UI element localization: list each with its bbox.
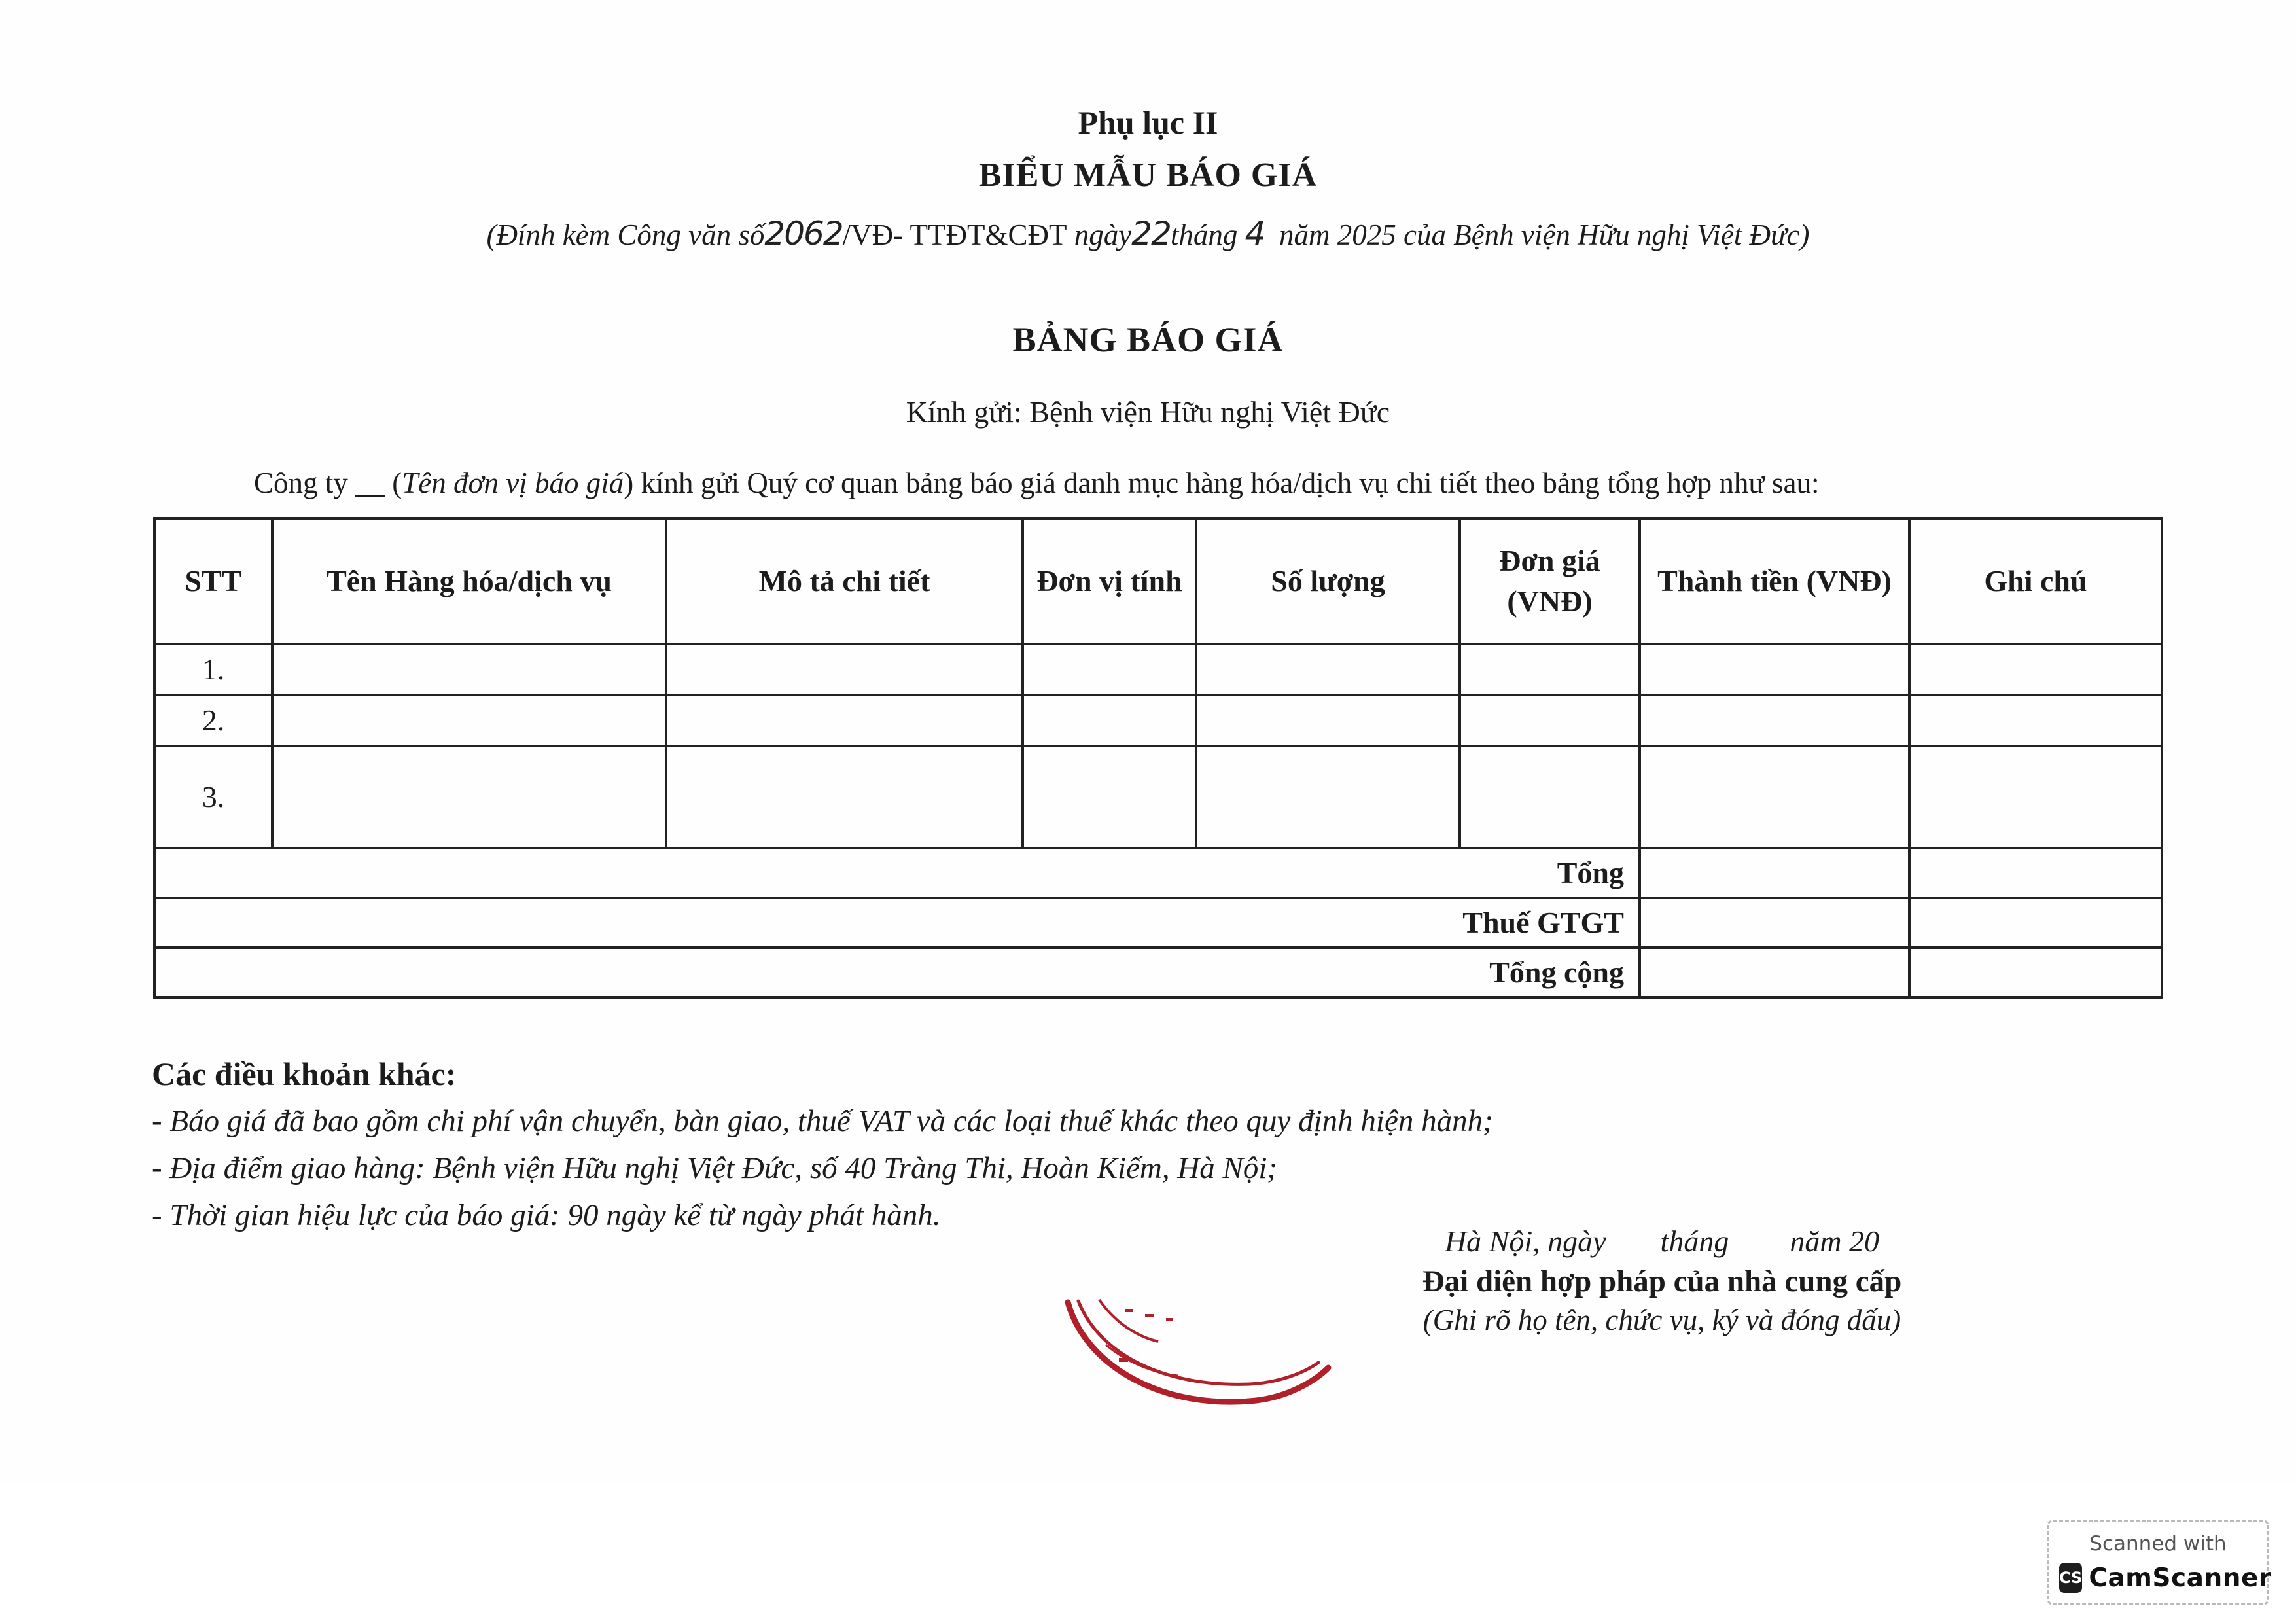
summary-row-grand-total bbox=[154, 948, 2162, 997]
row-stt: 2. bbox=[154, 695, 272, 746]
page-bottom-margin bbox=[0, 1482, 2296, 1623]
representative-title: Đại diện hợp pháp của nhà cung cấp bbox=[1422, 1264, 1902, 1298]
place-month: tháng bbox=[1660, 1224, 1729, 1258]
intro-start: Công ty __ ( bbox=[254, 467, 402, 499]
stamp-mark bbox=[1166, 1318, 1173, 1321]
cell-notes[interactable] bbox=[1909, 644, 2162, 695]
cell-vat-notes[interactable] bbox=[1909, 898, 2162, 948]
cell-unit[interactable] bbox=[1023, 644, 1196, 695]
terms-heading: Các điều khoản khác: bbox=[152, 1056, 457, 1092]
cell-unit-price[interactable] bbox=[1460, 746, 1640, 848]
appendix-label: Phụ lục II bbox=[1078, 104, 1218, 141]
header-notes: Ghi chú bbox=[1909, 518, 2162, 644]
table-header-row bbox=[154, 518, 2162, 644]
other-terms bbox=[152, 1050, 1493, 1239]
signature-note: (Ghi rõ họ tên, chức vụ, ký và đóng dấu) bbox=[1422, 1304, 1901, 1336]
table-row bbox=[154, 695, 2162, 746]
cell-item-name[interactable] bbox=[272, 644, 666, 695]
cell-total-amount[interactable] bbox=[1640, 848, 1909, 898]
doc-code: /VĐ- TTĐT&CĐT bbox=[842, 219, 1067, 251]
stamp-mark bbox=[1119, 1358, 1128, 1362]
handwritten-month: 4 bbox=[1245, 215, 1265, 253]
row-stt: 3. bbox=[154, 746, 272, 848]
form-title: BIỂU MẪU BÁO GIÁ bbox=[978, 156, 1318, 194]
summary-row-total bbox=[154, 848, 2162, 898]
row-stt: 1. bbox=[154, 644, 272, 695]
cell-unit[interactable] bbox=[1023, 695, 1196, 746]
month-label: tháng bbox=[1170, 219, 1238, 251]
summary-label-grand-total: Tổng cộng bbox=[154, 948, 1640, 997]
cell-amount[interactable] bbox=[1640, 644, 1909, 695]
cell-quantity[interactable] bbox=[1196, 644, 1460, 695]
attach-prefix: (Đính kèm Công văn số bbox=[486, 219, 765, 251]
stamp-mark bbox=[1125, 1309, 1133, 1312]
camscanner-badge bbox=[2047, 1520, 2272, 1605]
stamp-outer-arc bbox=[1068, 1302, 1328, 1402]
header-unit-price: Đơn giá (VNĐ) bbox=[1460, 518, 1640, 644]
attachment-note bbox=[0, 215, 2296, 253]
summary-label-vat: Thuế GTGT bbox=[154, 898, 1640, 948]
summary-row-vat bbox=[154, 898, 2162, 948]
cell-vat-amount[interactable] bbox=[1640, 898, 1909, 948]
cell-unit-price[interactable] bbox=[1460, 695, 1640, 746]
term-item: - Thời gian hiệu lực của báo giá: 90 ngày kể từ ngày phát hành. bbox=[152, 1198, 941, 1232]
intro-company-placeholder: Tên đơn vị báo giá bbox=[402, 467, 624, 499]
day-label: ngày bbox=[1074, 219, 1132, 251]
summary-label-total: Tổng bbox=[154, 848, 1640, 898]
place-day: Hà Nội, ngày bbox=[1444, 1224, 1606, 1258]
attach-suffix: năm 2025 của Bệnh viện Hữu nghị Việt Đức) bbox=[1279, 219, 1810, 251]
term-item: - Địa điểm giao hàng: Bệnh viện Hữu nghị Việt Đức, số 40 Tràng Thi, Hoàn Kiếm, Hà Nội; bbox=[152, 1151, 1278, 1185]
cell-grand-total-amount[interactable] bbox=[1640, 948, 1909, 997]
recipient-line: Kính gửi: Bệnh viện Hữu nghị Việt Đức bbox=[906, 395, 1390, 429]
header-description: Mô tả chi tiết bbox=[666, 518, 1023, 644]
stamp-inner-arc bbox=[1078, 1301, 1318, 1384]
place-date-line bbox=[1335, 1224, 1989, 1258]
cell-quantity[interactable] bbox=[1196, 695, 1460, 746]
cell-amount[interactable] bbox=[1640, 695, 1909, 746]
cell-description[interactable] bbox=[666, 695, 1023, 746]
quote-table bbox=[153, 517, 2163, 999]
scanned-with-label: Scanned with bbox=[2089, 1532, 2227, 1556]
cell-item-name[interactable] bbox=[272, 746, 666, 848]
cell-item-name[interactable] bbox=[272, 695, 666, 746]
cell-notes[interactable] bbox=[1909, 695, 2162, 746]
red-stamp-seal bbox=[1060, 1289, 1335, 1407]
quote-title: BẢNG BÁO GIÁ bbox=[1012, 320, 1284, 359]
cell-description[interactable] bbox=[666, 746, 1023, 848]
handwritten-doc-number: 2062 bbox=[764, 215, 843, 253]
cell-unit[interactable] bbox=[1023, 746, 1196, 848]
camscanner-logo-icon: CS bbox=[2059, 1563, 2082, 1593]
place-year: năm 20 bbox=[1790, 1224, 1880, 1258]
cell-description[interactable] bbox=[666, 644, 1023, 695]
camscanner-name: CamScanner bbox=[2089, 1563, 2272, 1593]
cell-unit-price[interactable] bbox=[1460, 644, 1640, 695]
header-quantity: Số lượng bbox=[1196, 518, 1460, 644]
table-row bbox=[154, 644, 2162, 695]
header-stt: STT bbox=[154, 518, 272, 644]
handwritten-day: 22 bbox=[1131, 215, 1171, 253]
header-unit: Đơn vị tính bbox=[1023, 518, 1196, 644]
header-amount: Thành tiền (VNĐ) bbox=[1640, 518, 1909, 644]
cell-total-notes[interactable] bbox=[1909, 848, 2162, 898]
signature-block bbox=[1335, 1224, 1989, 1337]
intro-end: ) kính gửi Quý cơ quan bảng báo giá danh mục hàng hóa/dịch vụ chi tiết theo bảng tổng hợp như sau: bbox=[624, 467, 1820, 499]
cell-quantity[interactable] bbox=[1196, 746, 1460, 848]
camscanner-brand-row bbox=[2059, 1561, 2272, 1595]
intro-paragraph bbox=[254, 466, 1820, 500]
header-item-name: Tên Hàng hóa/dịch vụ bbox=[272, 518, 666, 644]
stamp-ring-arc bbox=[1099, 1300, 1158, 1342]
cell-notes[interactable] bbox=[1909, 746, 2162, 848]
table-row bbox=[154, 746, 2162, 848]
stamp-mark bbox=[1145, 1314, 1154, 1317]
term-item: - Báo giá đã bao gồm chi phí vận chuyển, bàn giao, thuế VAT và các loại thuế khác theo quy định hiện hành; bbox=[152, 1104, 1493, 1138]
cell-grand-total-notes[interactable] bbox=[1909, 948, 2162, 997]
cell-amount[interactable] bbox=[1640, 746, 1909, 848]
